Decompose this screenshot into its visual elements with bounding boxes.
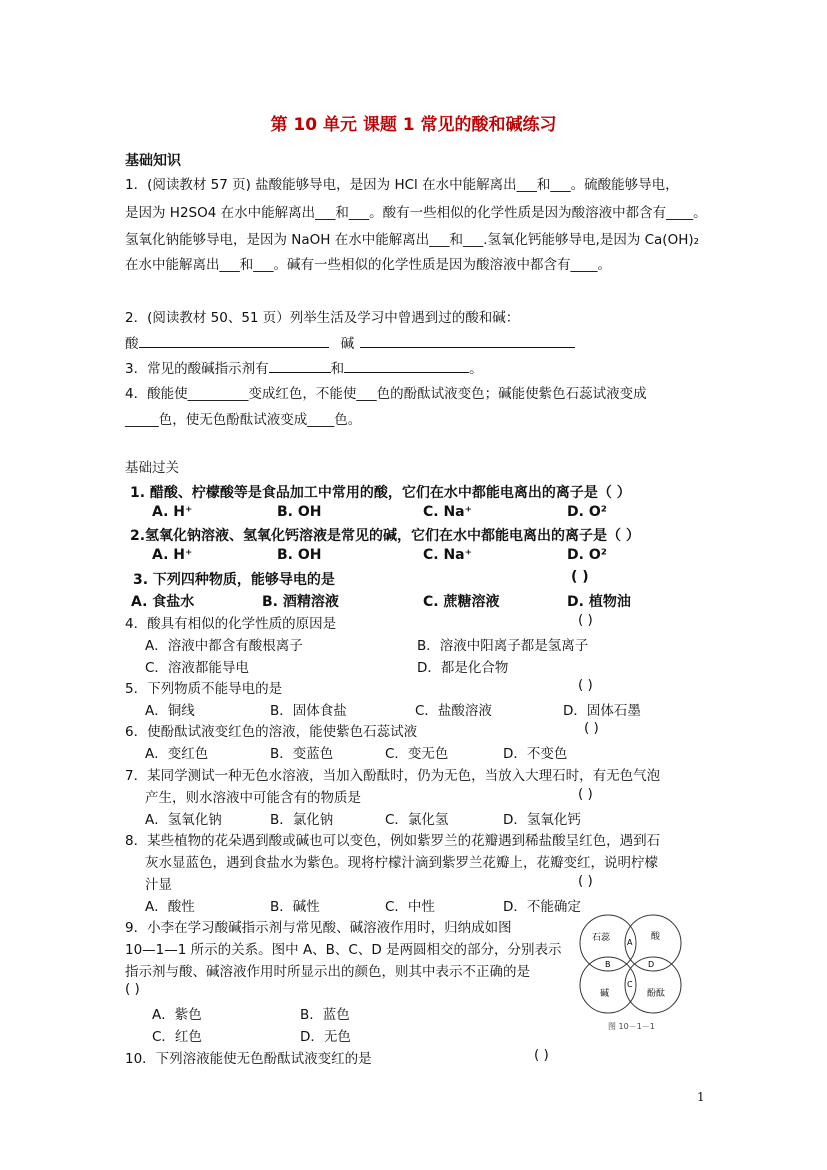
- check-q10-paren: ( ): [534, 1047, 549, 1063]
- check-q9-line2: 10—1—1 所示的关系。图中 A、B、C、D 是两圆相交的部分，分别表示: [125, 942, 562, 958]
- check-q7-paren: ( ): [578, 786, 593, 802]
- check-q6-opt-c: C．变无色: [385, 746, 449, 762]
- knowledge-q2-line2: [125, 332, 575, 352]
- check-q4-opt-d: D．都是化合物: [417, 660, 509, 676]
- knowledge-q1-line2: 是因为 H2SO4 在水中能解离出___和___。酸有一些相似的化学性质是因为酸溶液中都含有____。: [125, 205, 707, 221]
- q3-end: 。: [469, 361, 483, 377]
- base-label: 碱: [340, 336, 355, 352]
- page-title: 第 10 单元 课题 1 常见的酸和碱练习: [270, 115, 557, 135]
- q3-and: 和: [330, 361, 345, 377]
- base-blank: [360, 335, 575, 348]
- check-q9-paren: ( ): [125, 981, 140, 997]
- check-q7-line2: 产生，则水溶液中可能含有的物质是: [145, 790, 361, 806]
- check-q5-opt-d: D．固体石墨: [563, 703, 641, 719]
- check-q7-opt-b: B．氯化钠: [270, 812, 334, 828]
- check-q8-opt-d: D．不能确定: [503, 899, 581, 915]
- check-q4-opt-b: B．溶液中阳离子都是氢离子: [417, 638, 589, 654]
- base-label-fig: 碱: [600, 989, 610, 999]
- check-q9-line1: 9．小李在学习酸碱指示剂与常见酸、碱溶液作用时，归纳成如图: [125, 920, 512, 936]
- check-q3-opt-c: C. 蔗糖溶液: [423, 594, 500, 610]
- phenol-label: 酚酞: [647, 989, 666, 999]
- page-number: 1: [697, 1090, 705, 1104]
- check-q3-opt-a: A. 食盐水: [131, 594, 195, 610]
- check-q2: 2.氢氧化钠溶液、氢氧化钙溶液是常见的碱，它们在水中都能电离出的离子是（ ）: [130, 528, 640, 544]
- check-q6-opt-a: A．变红色: [145, 746, 209, 762]
- check-q6: 6．使酚酞试液变红色的溶液，能使紫色石蕊试液: [125, 724, 418, 740]
- check-q5: 5．下列物质不能导电的是: [125, 681, 283, 697]
- check-q7-line1: 7．某同学测试一种无色水溶液，当加入酚酞时，仍为无色，当放入大理石时，有无色气泡: [125, 768, 661, 784]
- check-q2-opt-c: C. Na⁺: [423, 547, 473, 563]
- check-q4-paren: ( ): [578, 612, 593, 628]
- section-basic-knowledge: 基础知识: [125, 153, 181, 169]
- check-q10: 10．下列溶液能使无色酚酞试液变红的是: [125, 1051, 372, 1067]
- check-q8-line2: 灰水显蓝色，遇到食盐水为紫色。现将柠檬汁滴到紫罗兰花瓣上，花瓣变红，说明柠檬: [145, 855, 658, 871]
- check-q3: 3. 下列四种物质，能够导电的是: [133, 572, 335, 588]
- check-q1-opt-a: A. H⁺: [152, 504, 193, 520]
- check-q9-line3: 指示剂与酸、碱溶液作用时所显示出的颜色，则其中表示不正确的是: [125, 964, 530, 980]
- check-q8-opt-a: A．酸性: [145, 899, 195, 915]
- knowledge-q3: [125, 357, 483, 377]
- region-b-label: B: [605, 960, 611, 969]
- check-q7-opt-c: C．氯化氢: [385, 812, 449, 828]
- acid-blank: [139, 335, 329, 348]
- check-q5-opt-a: A．铜线: [145, 703, 195, 719]
- check-q1-opt-c: C. Na⁺: [423, 504, 473, 520]
- check-q1-opt-d: D. O²: [567, 504, 607, 520]
- check-q8-paren: ( ): [578, 873, 593, 889]
- q3-blank-1: [269, 360, 331, 373]
- acid-label: 酸: [125, 336, 139, 352]
- knowledge-q1-line4: 在水中能解离出___和___。碱有一些相似的化学性质是因为酸溶液中都含有____。: [125, 257, 611, 273]
- check-q4-opt-a: A．溶液中都含有酸根离子: [145, 638, 303, 654]
- check-q4: 4．酸具有相似的化学性质的原因是: [125, 616, 337, 632]
- section-basic-check: 基础过关: [125, 460, 179, 476]
- knowledge-q4-line2: _____色，使无色酚酞试液变成____色。: [125, 412, 362, 428]
- check-q4-opt-c: C．溶液都能导电: [145, 660, 249, 676]
- check-q8-opt-c: C．中性: [385, 899, 435, 915]
- check-q5-paren: ( ): [578, 677, 593, 693]
- knowledge-q1-line3: 氢氧化钠能够导电，是因为 NaOH 在水中能解离出___和___.氢氧化钙能够导电,是因为 Ca(OH)₂: [125, 232, 700, 248]
- region-d-label: D: [648, 960, 655, 969]
- figure-caption: 图 10－1－1: [608, 1022, 655, 1031]
- check-q2-opt-d: D. O²: [567, 547, 607, 563]
- check-q3-paren: ( ): [571, 569, 589, 585]
- check-q8-line3: 汁显: [145, 877, 172, 893]
- knowledge-q2-line1: 2．(阅读教材 50、51 页）列举生活及学习中曾遇到过的酸和碱：: [125, 310, 520, 326]
- region-c-label: C: [627, 980, 633, 989]
- check-q9-opt-d: D．无色: [300, 1029, 351, 1045]
- check-q1: 1. 醋酸、柠檬酸等是食品加工中常用的酸，它们在水中都能电离出的离子是（ ）: [130, 485, 631, 501]
- check-q8-line1: 8．某些植物的花朵遇到酸或碱也可以变色，例如紫罗兰的花瓣遇到稀盐酸呈红色，遇到石: [125, 833, 661, 849]
- region-a-label: A: [627, 938, 633, 947]
- check-q3-opt-b: B. 酒精溶液: [262, 594, 339, 610]
- check-q2-opt-a: A. H⁺: [152, 547, 193, 563]
- check-q6-opt-d: D．不变色: [503, 746, 568, 762]
- q3-text: 3．常见的酸碱指示剂有: [125, 361, 269, 377]
- acid-label-fig: 酸: [651, 932, 661, 942]
- check-q8-opt-b: B．碱性: [270, 899, 320, 915]
- litmus-label: 石蕊: [592, 933, 611, 943]
- check-q1-opt-b: B. OH: [277, 504, 322, 520]
- check-q5-opt-c: C．盐酸溶液: [415, 703, 492, 719]
- check-q6-paren: ( ): [584, 720, 599, 736]
- check-q6-opt-b: B．变蓝色: [270, 746, 334, 762]
- check-q7-opt-a: A．氢氧化钠: [145, 812, 222, 828]
- venn-diagram-figure: [575, 905, 690, 1035]
- knowledge-q1-line1: 1．(阅读教材 57 页) 盐酸能够导电，是因为 HCl 在水中能解离出___和___。硫酸能够导电，: [125, 177, 679, 193]
- check-q2-opt-b: B. OH: [277, 547, 322, 563]
- check-q9-opt-a: A．紫色: [152, 1007, 202, 1023]
- q3-blank-2: [344, 360, 469, 373]
- check-q5-opt-b: B．固体食盐: [270, 703, 347, 719]
- check-q9-opt-b: B．蓝色: [300, 1007, 350, 1023]
- check-q9-opt-c: C．红色: [152, 1029, 202, 1045]
- check-q3-opt-d: D. 植物油: [567, 594, 631, 610]
- knowledge-q4-line1: 4．酸能使_________变成红色，不能使___色的酚酞试液变色；碱能使紫色石蕊试液变成: [125, 386, 647, 402]
- check-q7-opt-d: D．氢氧化钙: [503, 812, 581, 828]
